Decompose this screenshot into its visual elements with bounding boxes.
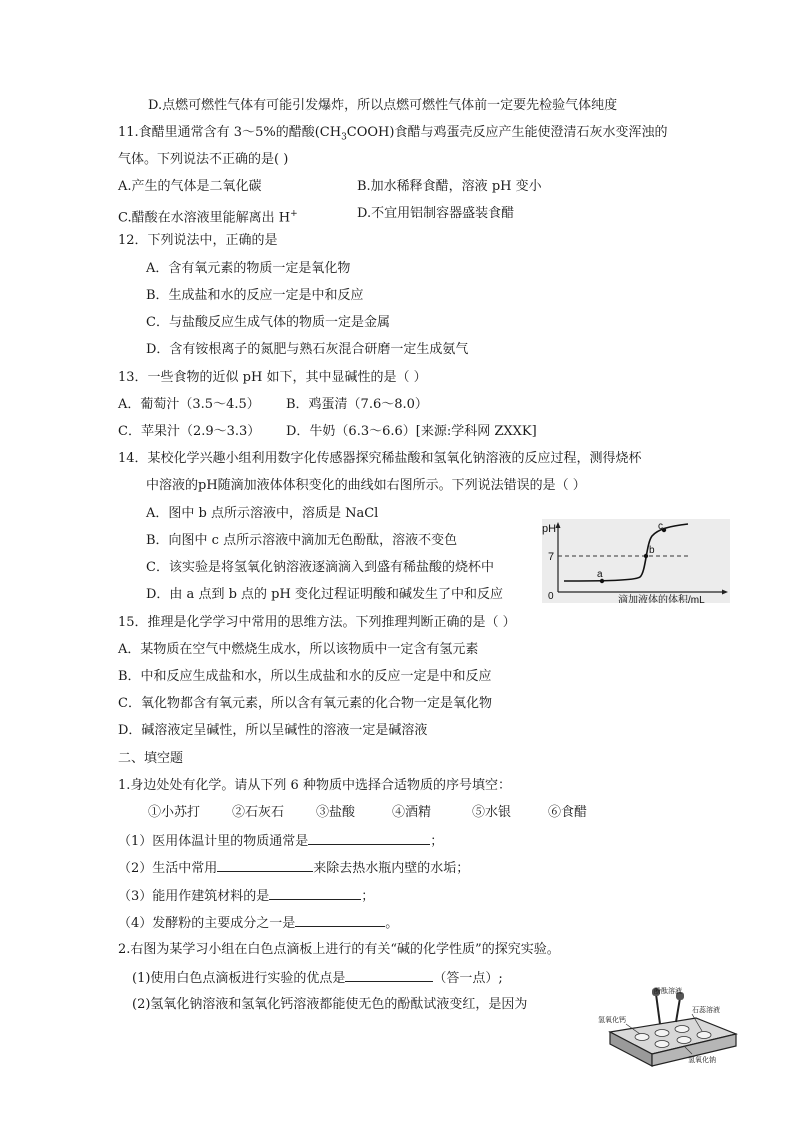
well-5 — [677, 1037, 691, 1044]
spot-plate-figure — [596, 984, 766, 1072]
q15-option-b: B．中和反应生成盐和水，所以生成盐和水的反应一定是中和反应 — [118, 669, 492, 684]
f1-q2-blank[interactable] — [217, 858, 313, 872]
q14-option-c: C．该实验是将氢氧化钠溶液逐滴滴入到盛有稀盐酸的烧杯中 — [146, 560, 494, 575]
label-sodium-hydroxide: 氢氧化钠 — [688, 1057, 716, 1064]
f2-stem: 2.右图为某学习小组在白色点滴板上进行的有关“碱的化学性质”的探究实验。 — [118, 942, 560, 957]
q12-option-b: B．生成盐和水的反应一定是中和反应 — [146, 288, 364, 303]
x-axis-label: 滴加液体的体积/mL — [618, 595, 705, 603]
y-axis-label: pH — [542, 523, 557, 535]
ph-curve-figure — [542, 519, 730, 603]
f2-q2: (2)氢氧化钠溶液和氢氧化钙溶液都能使无色的酚酞试液变红，是因为 — [132, 997, 528, 1012]
f1-option-4: ④酒精 — [392, 805, 432, 820]
q14-option-a: A．图中 b 点所示溶液中，溶质是 NaCl — [146, 506, 379, 521]
q14-option-d: D．由 a 点到 b 点的 pH 变化过程证明酸和碱发生了中和反应 — [146, 587, 503, 602]
q14-option-b: B．向图中 c 点所示溶液中滴加无色酚酞，溶液不变色 — [146, 533, 458, 548]
well-1 — [635, 1034, 649, 1041]
f1-option-3: ③盐酸 — [316, 805, 356, 820]
point-b-mark — [644, 554, 648, 558]
f1-stem: 1.身边处处有化学。请从下列 6 种物质中选择合适物质的序号填空： — [118, 778, 511, 793]
f1-q2: （2）生活中常用 来除去热水瓶内壁的水垢； — [118, 858, 469, 878]
f1-q1-blank[interactable] — [308, 831, 430, 845]
f1-option-5: ⑤水银 — [472, 805, 512, 820]
q11-option-a: A.产生的气体是二氧化碳 — [118, 179, 262, 194]
figure-background — [542, 519, 730, 603]
q11-stem-line2: 气体。下列说法不正确的是( ) — [118, 152, 289, 167]
q15-stem: 15．推理是化学学习中常用的思维方法。下列推理判断正确的是（ ） — [118, 615, 516, 630]
section-fill-in-heading: 二、填空题 — [118, 751, 184, 766]
f1-q1: （1）医用体温计里的物质通常是 ； — [118, 831, 443, 851]
f1-q4: （4）发酵粉的主要成分之一是 。 — [118, 913, 398, 933]
q11-option-c: C.醋酸在水溶液里能解离出 H+ — [118, 209, 298, 226]
q15-option-d: D．碱溶液定呈碱性，所以呈碱性的溶液一定是碱溶液 — [118, 723, 428, 738]
q15-option-a: A．某物质在空气中燃烧生成水，所以该物质中一定含有氢元素 — [118, 642, 479, 657]
q13-option-d: D．牛奶（6.3～6.6）[来源:学科网 ZXXK] — [286, 424, 537, 439]
label-phenolphthalein: 酚酞溶液 — [654, 988, 682, 995]
f1-option-2: ②石灰石 — [232, 805, 285, 820]
label-calcium-hydroxide: 氢氧化钙 — [598, 1017, 626, 1024]
well-4 — [655, 1041, 669, 1048]
origin-label: 0 — [548, 591, 554, 602]
f2-q1: (1)使用白色点滴板进行实验的优点是 （答一点）; — [132, 968, 503, 988]
q11-option-d: D.不宜用铝制容器盛装食醋 — [357, 206, 515, 221]
well-3 — [675, 1026, 689, 1033]
label-litmus: 石蕊溶液 — [692, 1007, 720, 1014]
well-6 — [697, 1032, 711, 1039]
f1-option-1: ①小苏打 — [148, 805, 201, 820]
q11-stem-line1: 11.食醋里通常含有 3～5%的醋酸$(CH_3COOH)$食醋与鸡蛋壳反应产生能使澄清石灰水变浑浊的 — [118, 125, 668, 143]
q10-option-d: D.点燃可燃性气体有可能引发爆炸，所以点燃可燃性气体前一定要先检验气体纯度 — [148, 98, 618, 113]
point-a-label: a — [597, 569, 603, 580]
q12-stem: 12．下列说法中，正确的是 — [118, 233, 278, 248]
q12-option-c: C．与盐酸反应生成气体的物质一定是金属 — [146, 315, 390, 330]
q13-option-b: B．鸡蛋清（7.6～8.0） — [286, 397, 428, 412]
q14-stem-line1: 14．某校化学兴趣小组利用数字化传感器探究稀盐酸和氢氧化钠溶液的反应过程，测得烧杯 — [118, 451, 642, 466]
y-tick-7: 7 — [548, 551, 555, 563]
q13-stem: 13．一些食物的近似 pH 如下，其中显碱性的是（ ） — [118, 370, 427, 385]
f1-option-6: ⑥食醋 — [548, 805, 588, 820]
f1-q4-blank[interactable] — [295, 913, 385, 927]
well-2 — [655, 1030, 669, 1037]
q12-option-d: D．含有铵根离子的氮肥与熟石灰混合研磨一定生成氨气 — [146, 342, 469, 357]
q14-stem-line2: 中溶液的pH随滴加液体体积变化的曲线如右图所示。下列说法错误的是（ ） — [146, 478, 586, 493]
q13-option-c: C．苹果汁（2.9～3.3） — [118, 424, 261, 439]
q13-option-a: A．葡萄汁（3.5～4.5） — [118, 397, 260, 412]
q15-option-c: C．氧化物都含有氧元素，所以含有氧元素的化合物一定是氧化物 — [118, 696, 492, 711]
q12-option-a: A．含有氧元素的物质一定是氧化物 — [146, 261, 351, 276]
point-c-label: c — [658, 521, 663, 532]
q11-option-b: B.加水稀释食醋，溶液 pH 变小 — [357, 179, 542, 194]
dropper-left — [656, 994, 660, 1024]
f2-q1-blank[interactable] — [345, 968, 433, 982]
f1-q3: （3）能用作建筑材料的是 ； — [118, 886, 374, 906]
point-b-label: b — [649, 545, 655, 556]
dropper-right — [676, 998, 680, 1022]
f1-q3-blank[interactable] — [269, 886, 361, 900]
